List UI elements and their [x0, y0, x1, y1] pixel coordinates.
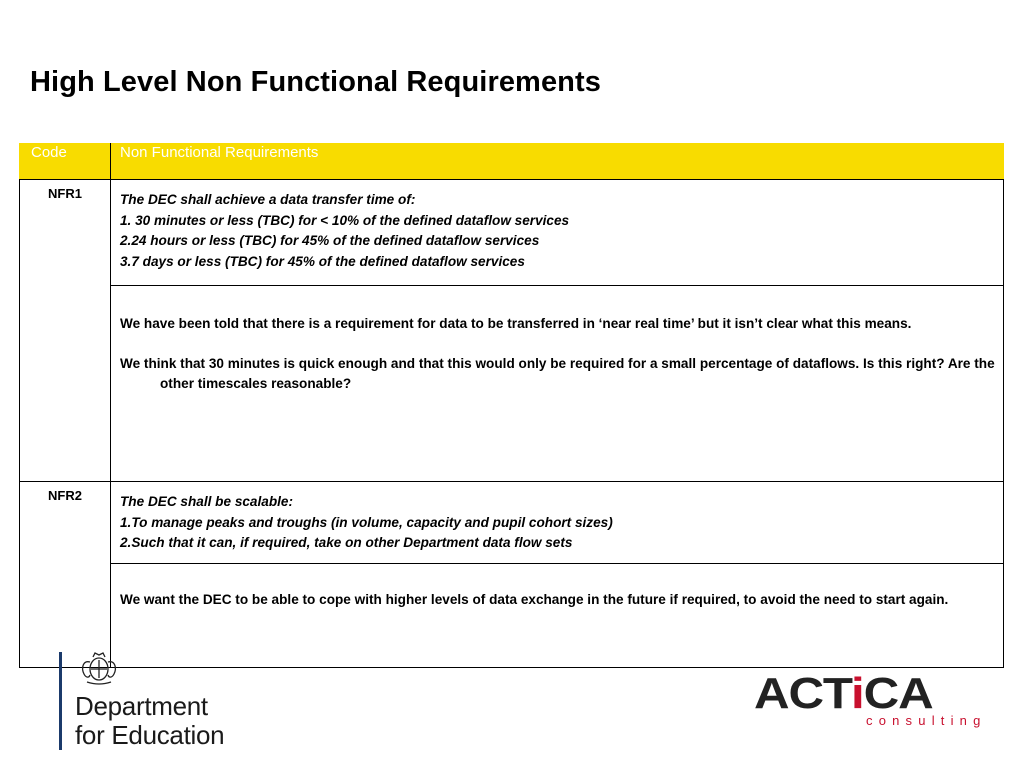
requirement-line: The DEC shall achieve a data transfer time of: [120, 192, 416, 207]
actica-wordmark [754, 669, 933, 718]
dfe-logo [59, 648, 259, 758]
actica-word-i: i [851, 669, 864, 718]
nfr1-code: NFR1 [20, 180, 111, 482]
table-row [20, 286, 1004, 482]
nfr2-code: NFR2 [20, 482, 111, 668]
dfe-line-2: for Education [75, 720, 225, 750]
nfr1-comments [111, 286, 1004, 482]
requirement-line: 2.Such that it can, if required, take on other Department data flow sets [120, 535, 573, 550]
dfe-wordmark [75, 692, 224, 750]
page-title: High Level Non Functional Requirements [30, 66, 601, 98]
nfr1-requirement [111, 180, 1004, 286]
actica-word-b: CA [863, 669, 933, 718]
actica-tagline: consulting [866, 713, 987, 728]
table-row [20, 180, 1004, 286]
requirement-line: 1. 30 minutes or less (TBC) for < 10% of the defined dataflow services [120, 212, 570, 228]
requirement-line: 2.24 hours or less (TBC) for 45% of the defined dataflow services [120, 233, 540, 248]
royal-crest-icon [75, 648, 123, 686]
requirements-table [19, 143, 1004, 668]
dfe-line-1: Department [75, 691, 208, 721]
comment-paragraph: We have been told that there is a requirement for data to be transferred in ‘near real time’ but it isn’t clear what this means. [120, 316, 912, 331]
requirement-line: The DEC shall be scalable: [120, 494, 294, 509]
code-column-header: Code [20, 144, 111, 180]
nfr2-requirement [111, 482, 1004, 564]
actica-word-a: ACT [754, 669, 852, 718]
table-row [20, 482, 1004, 564]
comment-paragraph: We think that 30 minutes is quick enough and that this would only be required for a small percentage of dataflows. Is this right? Are the other timescales reasonable? [120, 356, 995, 391]
nfr-column-header: Non Functional Requirements [111, 144, 1004, 180]
requirement-line: 3.7 days or less (TBC) for 45% of the defined dataflow services [120, 253, 525, 269]
requirement-line: 1.To manage peaks and troughs (in volume, capacity and pupil cohort sizes) [120, 514, 613, 530]
table-header-row [20, 144, 1004, 180]
comment-paragraph: We want the DEC to be able to cope with higher levels of data exchange in the future if required, to avoid the need to start again. [120, 592, 949, 607]
dfe-logo-bar [59, 652, 62, 750]
actica-logo [754, 669, 1004, 732]
